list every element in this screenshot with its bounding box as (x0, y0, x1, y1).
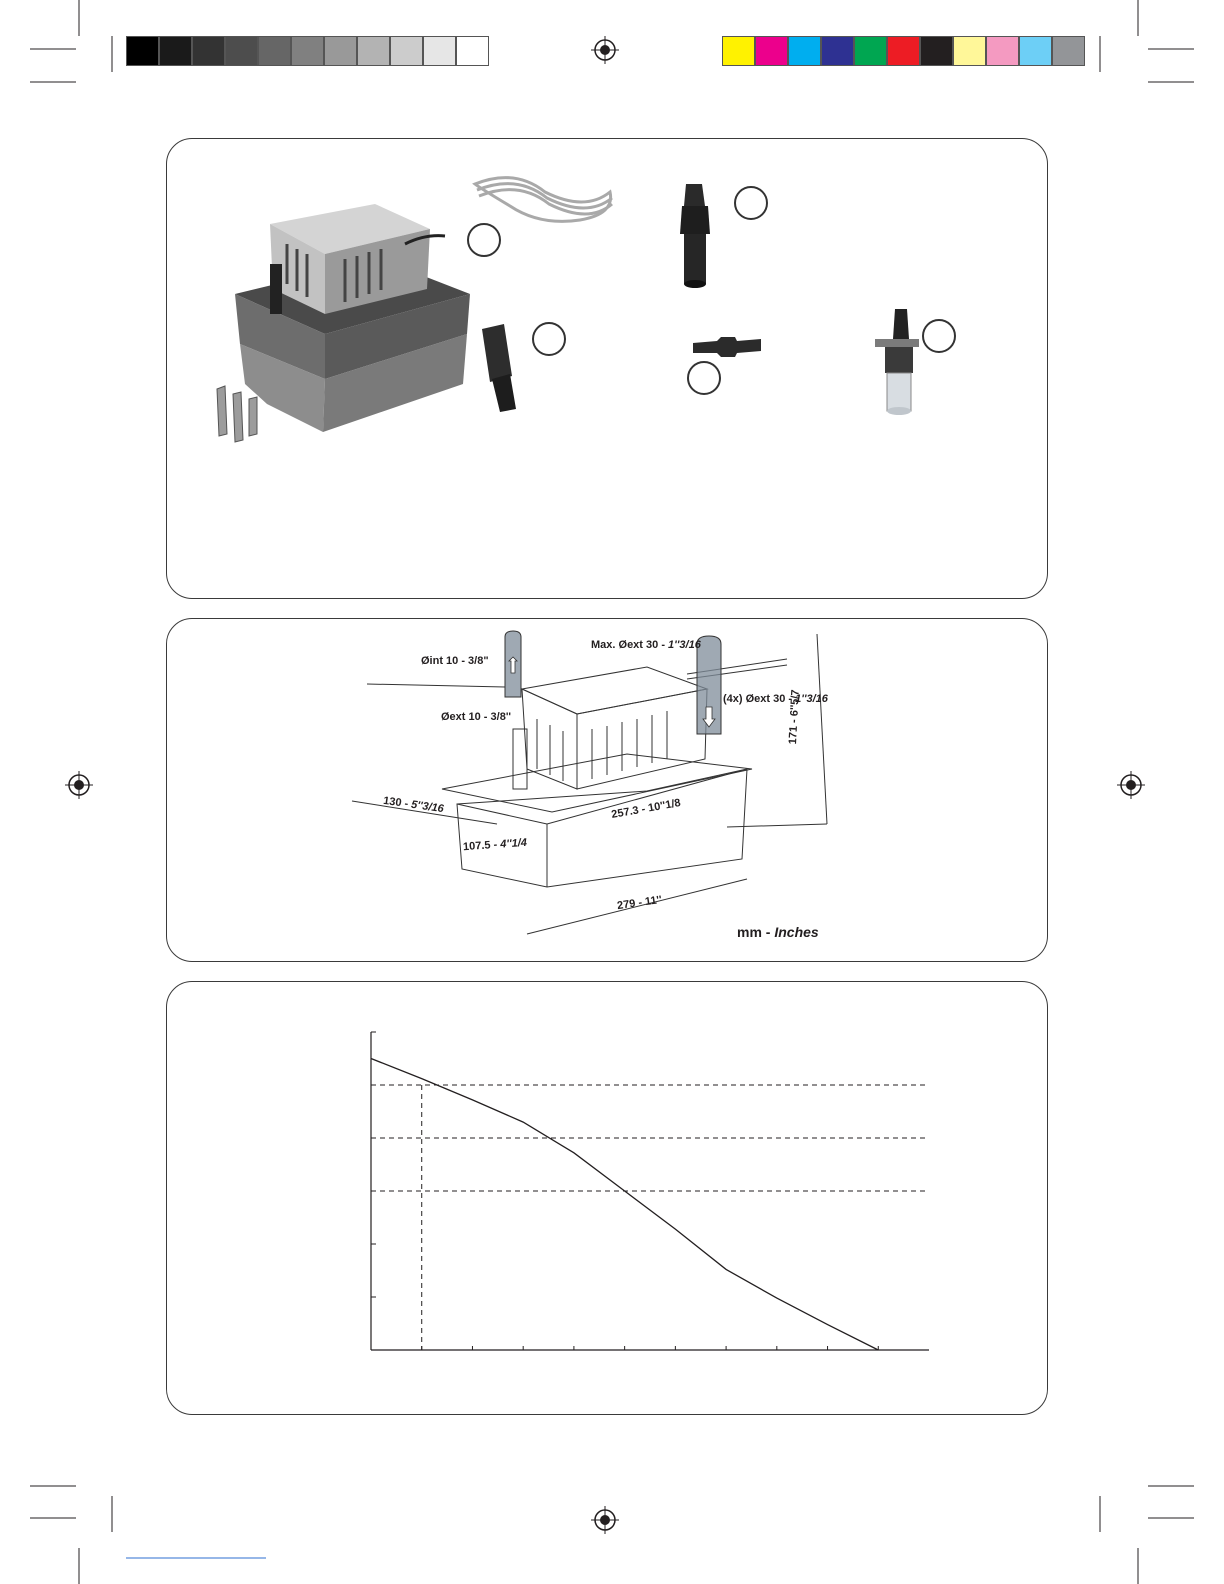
color-swatch (788, 36, 821, 66)
depth-label: 130 - 5''3/16 (382, 794, 445, 816)
registration-mark-right (1116, 770, 1146, 800)
color-swatch (854, 36, 887, 66)
straight-sleeve-image (472, 324, 532, 414)
registration-mark-left (64, 770, 94, 800)
color-swatch (291, 36, 324, 66)
inlet-external-diameter-label: Øext 10 - 3/8'' (441, 711, 512, 723)
tank-width-label: 107.5 - 4''1/4 (462, 836, 528, 854)
color-swatch (192, 36, 225, 66)
color-swatch (986, 36, 1019, 66)
max-external-diameter-label: Max. Øext 30 - 1''3/16 (591, 639, 701, 651)
color-swatch (423, 36, 456, 66)
internal-diameter-label: Øint 10 - 3/8" (421, 655, 489, 667)
valve-connector-image (867, 309, 927, 419)
part-callout-circle (532, 322, 566, 356)
color-swatch (357, 36, 390, 66)
color-swatch (920, 36, 953, 66)
pump-unit-image (205, 194, 475, 444)
barbed-connector-image (687, 335, 767, 361)
tube-coil-image (467, 169, 617, 229)
registration-mark-bottom (590, 1505, 620, 1535)
pump-dimension-drawing (347, 629, 867, 959)
color-swatch (755, 36, 788, 66)
color-swatch (126, 36, 159, 66)
stepped-adapter-image (672, 184, 722, 289)
part-callout-circle (734, 186, 768, 220)
color-swatch (1019, 36, 1052, 66)
color-swatch (225, 36, 258, 66)
registration-mark-top (590, 35, 620, 65)
part-callout-circle (687, 361, 721, 395)
dimensions-panel (166, 618, 1048, 962)
part-callout-circle (922, 319, 956, 353)
pump-performance-curve (371, 1059, 878, 1351)
color-swatch (1052, 36, 1085, 66)
part-callout-circle (467, 223, 501, 257)
performance-curve-panel (166, 981, 1048, 1415)
color-swatch (821, 36, 854, 66)
total-length-label: 279 - 11'' (616, 893, 663, 913)
color-swatch (953, 36, 986, 66)
color-swatch (159, 36, 192, 66)
color-swatch (324, 36, 357, 66)
color-swatch (456, 36, 489, 66)
color-swatch (887, 36, 920, 66)
color-swatch (258, 36, 291, 66)
inlets-diameter-label: (4x) Øext 30 - 1''3/16 (723, 693, 828, 705)
color-swatch (722, 36, 755, 66)
color-swatch (390, 36, 423, 66)
units-legend: mm - Inches (737, 924, 819, 940)
performance-curve-chart (357, 1022, 937, 1362)
kit-contents-panel (166, 138, 1048, 599)
height-label: 171 - 6''5/7 (787, 689, 802, 745)
tank-length-label: 257.3 - 10''1/8 (610, 797, 682, 821)
